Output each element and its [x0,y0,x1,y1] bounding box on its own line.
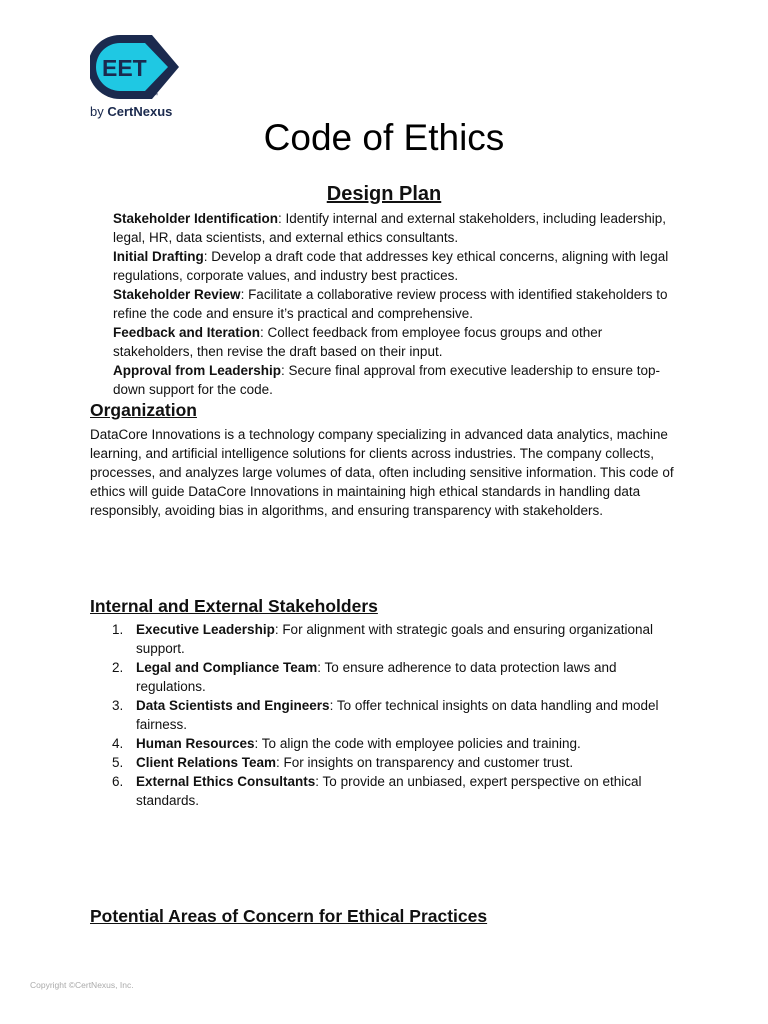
design-plan-heading: Design Plan [326,183,442,205]
stakeholder-item-number: 2. [112,660,124,675]
design-plan-item [113,285,683,323]
stakeholders-list [112,620,676,810]
stakeholder-item-text: : To offer technical insights on data handling and model fairness. [136,698,659,732]
stakeholder-item-number: 5. [112,755,124,770]
stakeholder-item-number: 3. [112,698,124,713]
design-plan-item [113,323,683,361]
design-plan-item-term: Stakeholder Review [113,287,241,302]
ceet-logo-mark [90,34,182,100]
stakeholder-item-text: : To align the code with employee policies and training. [254,736,581,751]
stakeholder-item-number: 1. [112,622,124,637]
stakeholder-item-term: Executive Leadership [136,622,275,637]
design-plan-item-term: Initial Drafting [113,249,204,264]
stakeholder-item-term: Legal and Compliance Team [136,660,318,675]
design-plan-item [113,247,683,285]
stakeholder-item-term: Client Relations Team [136,755,277,770]
design-plan-item-text: : Identify internal and external stakeholders, including leadership, legal, HR, data scientists, and external ethics consultants. [113,211,667,245]
stakeholder-item-text: : To ensure adherence to data protection laws and regulations. [136,660,617,694]
organization-text: DataCore Innovations is a technology company specializing in advanced data analytics, machine learning, and artificial intelligence solutions for clients across industries. The company collects, processes, and analyzes large volumes of data, often including sensitive information. This code of ethics will guide DataCore Innovations in maintaining high ethical standards in handling data responsibly, avoiding bias in algorithms, and ensuring transparency with stakeholders. [90,427,674,518]
design-plan-item-text: : Collect feedback from employee focus groups and other stakeholders, then revise the draft based on their input. [113,325,603,359]
stakeholder-item-number: 4. [112,736,124,751]
stakeholder-item-term: Data Scientists and Engineers [136,698,330,713]
logo-brand-text: CertNexus [107,104,173,119]
stakeholder-item-number: 6. [112,774,124,789]
stakeholder-item [112,734,676,753]
stakeholder-item-text: : For insights on transparency and customer trust. [276,755,574,770]
design-plan-item-text: : Facilitate a collaborative review process with identified stakeholders to refine the code and ensure it’s practical and comprehensive. [113,287,668,321]
stakeholder-item [112,696,676,734]
copyright-footer: Copyright ©CertNexus, Inc. [30,980,134,990]
logo-mark-text: EET [102,55,147,81]
organization-heading: Organization [90,400,197,420]
stakeholder-item-text: : For alignment with strategic goals and ensuring organizational support. [136,622,654,656]
design-plan-item-term: Approval from Leadership [113,363,282,378]
document-title: Code of Ethics [263,117,505,158]
logo-tm: ™ [152,93,158,99]
design-plan-item-term: Feedback and Iteration [113,325,261,340]
design-plan-item-term: Stakeholder Identification [113,211,279,226]
design-plan-item [113,361,683,399]
design-plan-item [113,209,683,247]
stakeholder-item [112,753,676,772]
stakeholders-heading: Internal and External Stakeholders [90,596,378,616]
stakeholder-item-text: : To provide an unbiased, expert perspective on ethical standards. [136,774,642,808]
stakeholder-item [112,658,676,696]
stakeholder-item [112,772,676,810]
design-plan-list [113,209,683,399]
design-plan-item-text: : Secure final approval from executive leadership to ensure top-down support for the code. [113,363,661,397]
stakeholder-item-term: External Ethics Consultants [136,774,316,789]
design-plan-item-text: : Develop a draft code that addresses key ethical concerns, aligning with legal regulations, corporate values, and industry best practices. [113,249,669,283]
logo-by-text: by [90,104,104,119]
ceet-logo [88,34,188,124]
stakeholder-item [112,620,676,658]
stakeholder-item-term: Human Resources [136,736,255,751]
concerns-heading: Potential Areas of Concern for Ethical Practices [90,906,488,926]
